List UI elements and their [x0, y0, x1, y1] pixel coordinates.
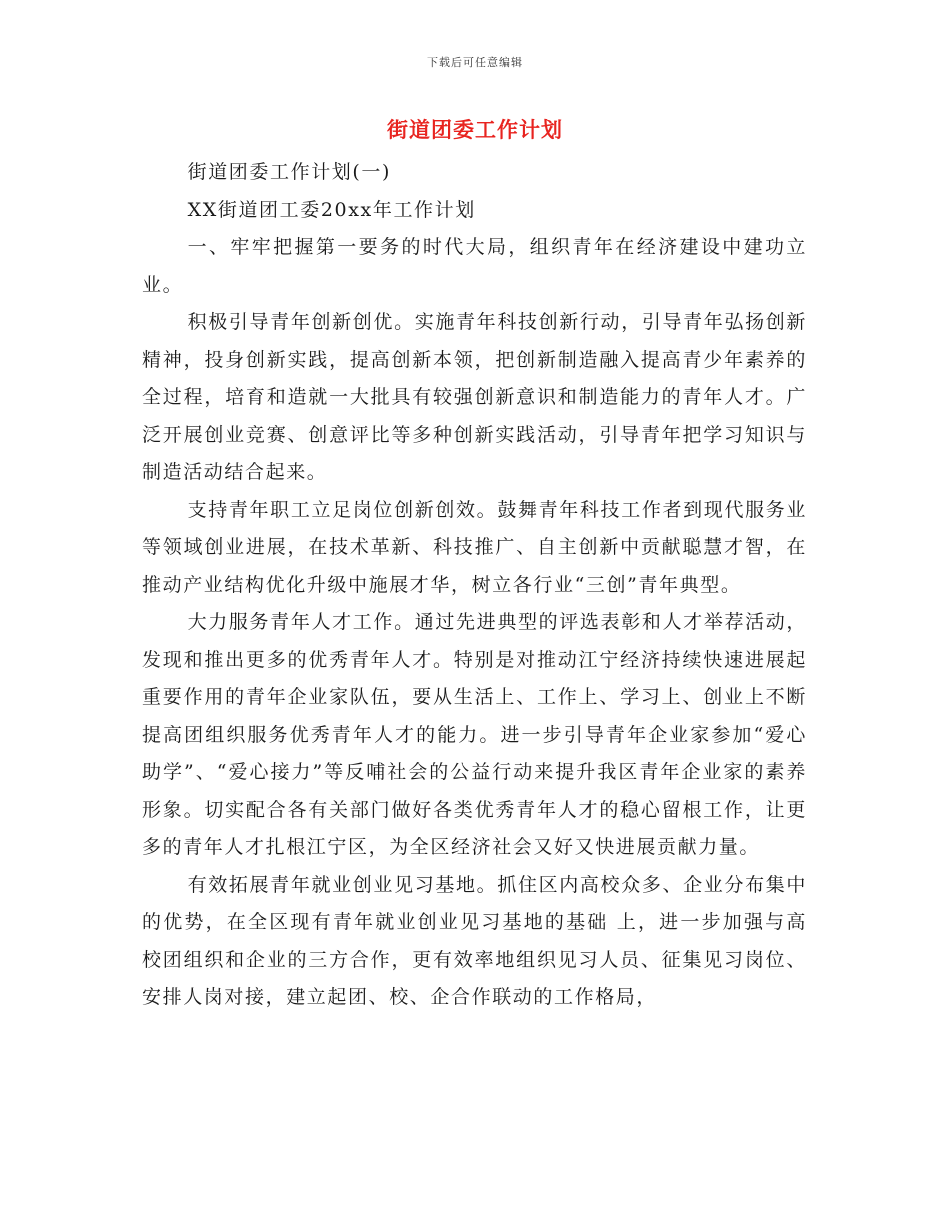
- document-title: 街道团委工作计划: [387, 117, 563, 142]
- paragraph-young-workers: 支持青年职工立足岗位创新创效。鼓舞青年科技工作者到现代服务业等领域创业进展，在技术革新、科技推广、自主创新中贡献聪慧才智，在推动产业结构优化升级中施展才华，树立各行业“三创”青年典型。: [142, 498, 807, 596]
- paragraph-subtitle: 街道团委工作计划(一): [187, 161, 392, 183]
- paragraph-section-one: 一、牢牢把握第一要务的时代大局，组织青年在经济建设中建功立业。: [142, 236, 807, 296]
- paragraph-innovation: 积极引导青年创新创优。实施青年科技创新行动，引导青年弘扬创新精神，投身创新实践，提高创新本领，把创新制造融入提高青少年素养的全过程，培育和造就一大批具有较强创新意识和制造能力的青年人才。广泛开展创业竞赛、创意评比等多种创新实践活动，引导青年把学习知识与制造活动结合起来。: [142, 311, 807, 483]
- paragraph-plan-name: XX街道团工委20xx年工作计划: [187, 198, 476, 221]
- paragraph-internship-base: 有效拓展青年就业创业见习基地。抓住区内高校众多、企业分布集中的优势，在全区现有青年就业创业见习基地的基础 上，进一步加强与高校团组织和企业的三方合作，更有效率地组织见习人员、征集见习岗位、安排人岗对接，建立起团、校、企合作联动的工作格局，: [142, 873, 807, 1008]
- header-note: 下载后可任意编辑: [427, 56, 523, 69]
- paragraph-talent-service: 大力服务青年人才工作。通过先进典型的评选表彰和人才举荐活动，发现和推出更多的优秀青年人才。特别是对推动江宁经济持续快速进展起重要作用的青年企业家队伍，要从生活上、工作上、学习上、创业上不断提高团组织服务优秀青年人才的能力。进一步引导青年企业家参加“爱心助学”、“爱心接力”等反哺社会的公益行动来提升我区青年企业家的素养形象。切实配合各有关部门做好各类优秀青年人才的稳心留根工作，让更多的青年人才扎根江宁区，为全区经济社会又好又快进展贡献力量。: [142, 611, 807, 858]
- document-body: [142, 154, 807, 1017]
